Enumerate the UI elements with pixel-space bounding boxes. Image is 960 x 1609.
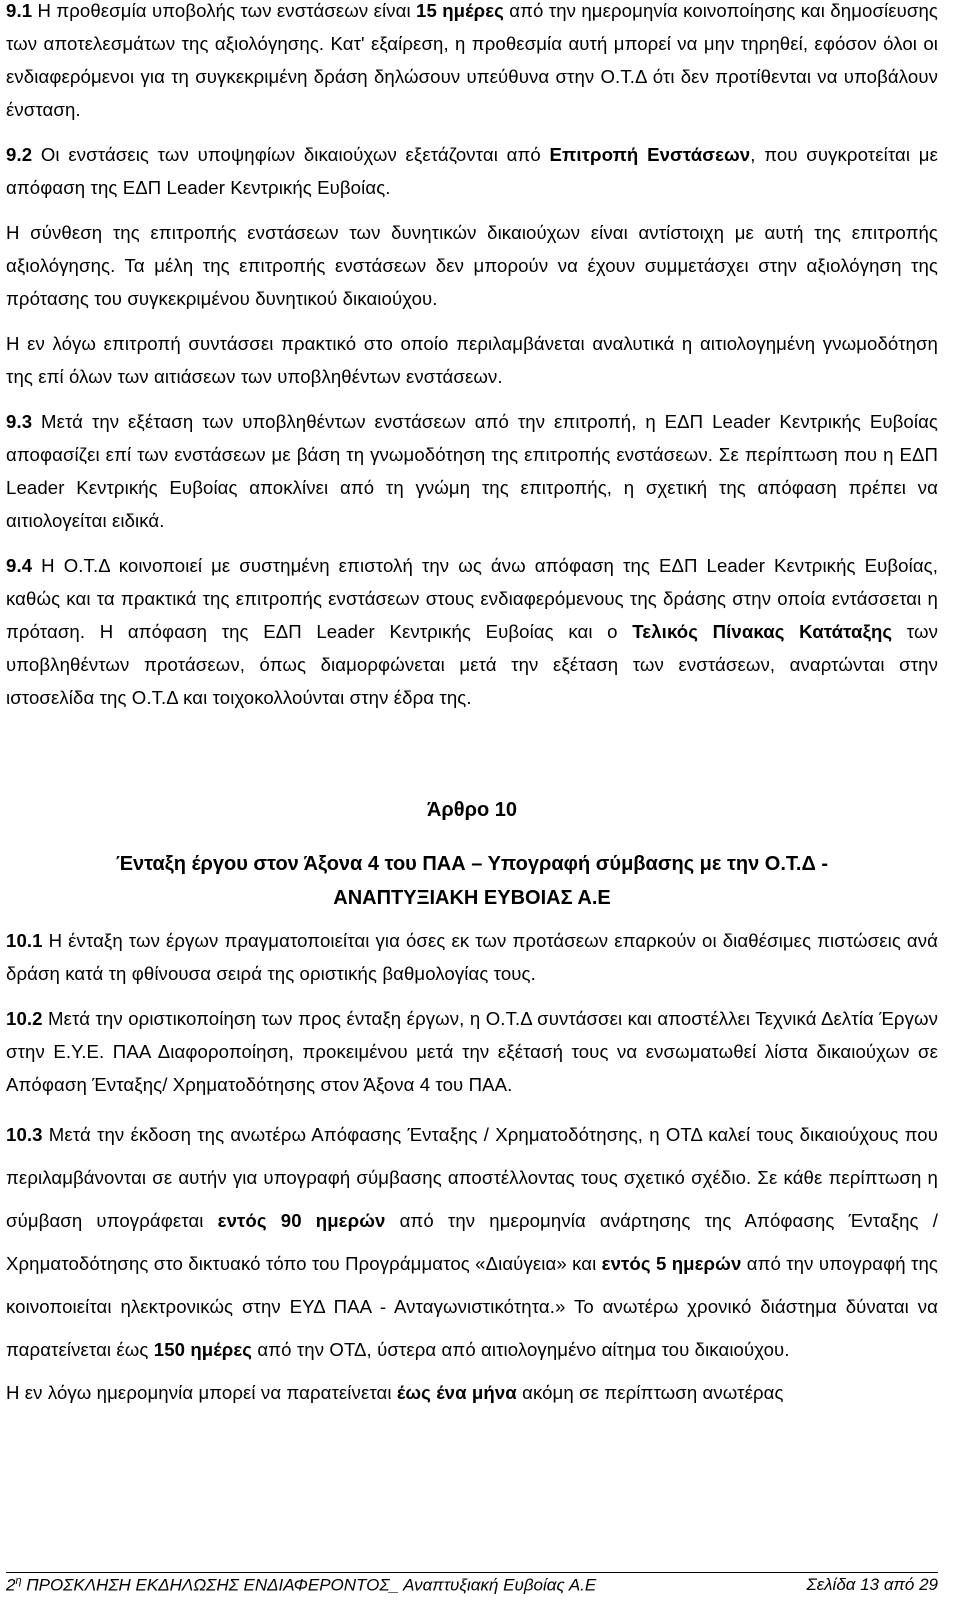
section-number: 9.2 xyxy=(6,144,33,165)
section-number: 10.1 xyxy=(6,930,43,951)
footer-title: $2^\eta$ ΠΡΟΣΚΛΗΣΗ ΕΚΔΗΛΩΣΗΣ ΕΝΔΙΑΦΕΡΟΝΤΟΣ_ Αναπτυξιακή Ευβοίας Α.Ε xyxy=(6,1575,597,1595)
paragraph-10-1: 10.1 Η ένταξη των έργων πραγματοποιείται για όσες εκ των προτάσεων επαρκούν οι διαθέσιμες πιστώσεις ανά δράση κατά τη φθίνουσα σειρά της οριστικής βαθμολογίας τους. xyxy=(6,930,938,984)
article-subtitle-line1: Ένταξη έργου στον Άξονα 4 του ΠΑΑ – Υπογραφή σύμβασης με την Ο.Τ.Δ - xyxy=(115,853,829,875)
section-number: 9.3 xyxy=(6,411,33,432)
section-number: 10.2 xyxy=(6,1008,43,1029)
paragraph-9-3: 9.3 Μετά την εξέταση των υποβληθέντων ενστάσεων από την επιτροπή, η ΕΔΠ Leader Κεντρικής Ευβοίας αποφασίζει επί των ενστάσεων με βάση τη γνωμοδότηση της επιτροπής ενστάσεων. Σε περίπτωση που η ΕΔΠ Leader Κεντρικής Ευβοίας αποκλίνει από τη γνώμη της επιτροπής, η σχετική της απόφαση πρέπει να αιτιολογείται ειδικά. xyxy=(6,411,938,531)
paragraph-10-3-extension: Η εν λόγω ημερομηνία μπορεί να παρατείνεται έως ένα μήνα ακόμη σε περίπτωση ανωτέρας xyxy=(6,1382,784,1403)
article-title: Άρθρο 10 xyxy=(426,799,518,821)
section-number: 9.1 xyxy=(6,0,33,21)
article-subtitle-line2: ΑΝΑΠΤΥΞΙΑΚΗ ΕΥΒΟΙΑΣ Α.Ε xyxy=(333,887,611,909)
paragraph-10-3: 10.3 Μετά την έκδοση της ανωτέρω Απόφασης Ένταξης / Χρηματοδότησης, η ΟΤΔ καλεί τους δικαιούχους που περιλαμβάνονται σε αυτήν για υπογραφή σύμβασης αποστέλλοντας τους σχετικό σχέδιο. Σε κάθε περίπτωση η σύμβαση υπογράφεται εντός 90 ημερών από την ημερομηνία ανάρτησης της Απόφασης Ένταξης / Χρηματοδότησης στο δικτυακό τόπο του Προγράμματος «Διαύγεια» και εντός 5 ημερών από την υπογραφή της κοινοποιείται ηλεκτρονικώς στην ΕΥΔ ΠΑΑ - Ανταγωνιστικότητα.» Το ανωτέρω χρονικό διάστημα δύναται να παρατείνεται έως 150 ημέρες από την ΟΤΔ, ύστερα από αιτιολογημένο αίτημα του δικαιούχου. xyxy=(6,1124,938,1360)
paragraph-9-2-composition: Η σύνθεση της επιτροπής ενστάσεων των δυνητικών δικαιούχων είναι αντίστοιχη με αυτή της επιτροπής αξιολόγησης. Τα μέλη της επιτροπής ενστάσεων δεν μπορούν να έχουν συμμετάσχει στην αξιολόγηση της πρότασης του συγκεκριμένου δυνητικού δικαιούχου. xyxy=(6,222,938,309)
paragraph-10-2: 10.2 Μετά την οριστικοποίηση των προς ένταξη έργων, η Ο.Τ.Δ συντάσσει και αποστέλλει Τεχνικά Δελτία Έργων στην Ε.Υ.Ε. ΠΑΑ Διαφοροποίηση, προκειμένου μετά την εξέτασή τους να ενσωματωθεί λίστα δικαιούχων σε Απόφαση Ένταξης/ Χρηματοδότησης στον Άξονα 4 του ΠΑΑ. xyxy=(6,1008,938,1095)
paragraph-9-1: 9.1 Η προθεσμία υποβολής των ενστάσεων είναι 15 ημέρες από την ημερομηνία κοινοποίησης και δημοσίευσης των αποτελεσμάτων της αξιολόγησης. Κατ' εξαίρεση, η προθεσμία αυτή μπορεί να μην τηρηθεί, εφόσον όλοι οι ενδιαφερόμενοι για τη συγκεκριμένη δράση δηλώσουν υπεύθυνα στην Ο.Τ.Δ ότι δεν προτίθενται να υποβάλουν ένσταση. xyxy=(6,0,938,120)
section-number: 10.3 xyxy=(6,1124,43,1145)
paragraph-9-2-minutes: Η εν λόγω επιτροπή συντάσσει πρακτικό στο οποίο περιλαμβάνεται αναλυτικά η αιτιολογημένη γνωμοδότηση της επί όλων των αιτιάσεων των υποβληθέντων ενστάσεων. xyxy=(6,333,938,387)
paragraph-9-2: 9.2 Οι ενστάσεις των υποψηφίων δικαιούχων εξετάζονται από Επιτροπή Ενστάσεων, που συγκροτείται με απόφαση της ΕΔΠ Leader Κεντρικής Ευβοίας. xyxy=(6,144,938,198)
section-number: 9.4 xyxy=(6,555,33,576)
page-footer xyxy=(6,1572,938,1596)
page-number: Σελίδα 13 από 29 xyxy=(806,1575,938,1594)
paragraph-9-4: 9.4 Η Ο.Τ.Δ κοινοποιεί με συστημένη επιστολή την ως άνω απόφαση της ΕΔΠ Leader Κεντρικής Ευβοίας, καθώς και τα πρακτικά της επιτροπής ενστάσεων στους ενδιαφερόμενους της δράσης στην οποία εντάσσεται η πρόταση. Η απόφαση της ΕΔΠ Leader Κεντρικής Ευβοίας και ο Τελικός Πίνακας Κατάταξης των υποβληθέντων προτάσεων, όπως διαμορφώνεται μετά την εξέταση των ενστάσεων, αναρτώνται στην ιστοσελίδα της Ο.Τ.Δ και τοιχοκολλούνται στην έδρα της. xyxy=(6,555,938,708)
document-page xyxy=(6,0,938,1414)
